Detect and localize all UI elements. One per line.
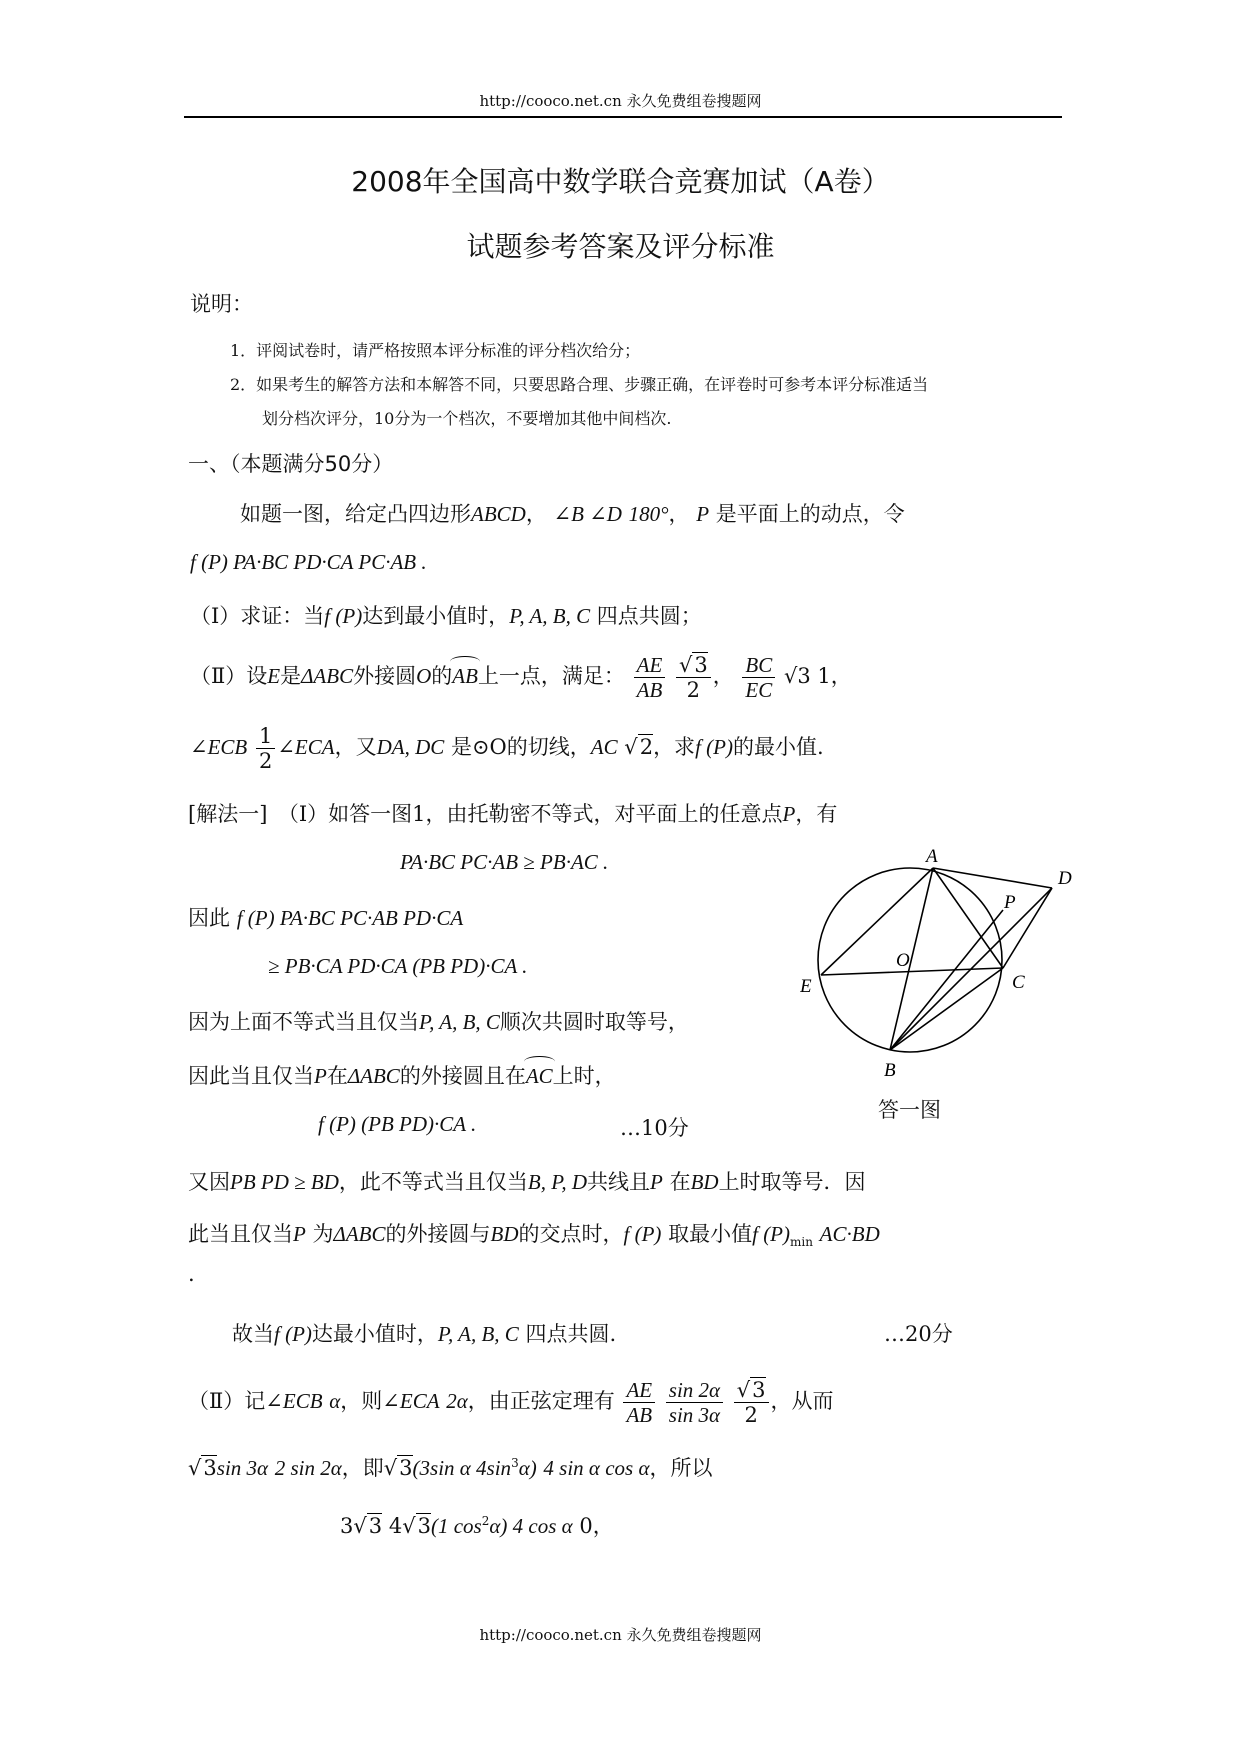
figure-caption: 答一图	[878, 1098, 941, 1122]
page-title: 2008年全国高中数学联合竞赛加试（A卷）	[351, 165, 890, 198]
page-subtitle: 试题参考答案及评分标准	[466, 230, 775, 263]
note-item-2-cont: 划分档次评分，10分为一个档次，不要增加其他中间档次.	[262, 409, 672, 428]
question-1: （Ⅰ）求证：当f (P)达到最小值时，P, A, B, C 四点共圆；	[190, 604, 702, 628]
label-E: E	[800, 976, 812, 997]
label-C: C	[1012, 972, 1025, 993]
solution-line-6: 因此当且仅当P在ΔABC的外接圆且在AC上时，	[188, 1064, 616, 1088]
solution-line-1: [解法一] （Ⅰ）如答一图1，由托勒密不等式，对平面上的任意点P，有	[188, 802, 838, 826]
label-A: A	[926, 846, 938, 867]
solution-line-7: f (P) (PB PD)·CA .	[318, 1112, 477, 1136]
question-2: （Ⅱ）设E是ΔABC外接圆O的AB上一点，满足： $\frac{AE}{AB}$ $\frac{√3}{2}$ ， $\frac{BC}{EC}$ √3 1，	[190, 653, 852, 703]
solution-line-5: 因为上面不等式当且仅当P, A, B, C顺次共圆时取等号，	[188, 1010, 689, 1034]
note-item-1: 1．评阅试卷时，请严格按照本评分标准的评分档次给分；	[230, 341, 641, 360]
solution-line-2: PA·BC PC·AB ≥ PB·AC .	[400, 850, 609, 874]
label-D: D	[1058, 868, 1072, 889]
question-2-cont: ∠ECB $\frac{1}{2}$ ∠ECA，又DA, DC 是⊙O的切线，AC √2，求f (P)的最小值.	[190, 724, 824, 774]
solution-line-14: 3√3 4√3(1 $\cos^2\alpha$) 4 cos α 0，	[340, 1514, 614, 1538]
section-heading: 一、（本题满分50分）	[188, 452, 394, 476]
solution-line-11: 故当f (P)达最小值时，P, A, B, C 四点共圆.	[232, 1322, 617, 1346]
figure-lines	[821, 868, 1052, 1050]
label-O: O	[896, 950, 910, 971]
solution-line-8: 又因PB PD ≥ BD，此不等式当且仅当B, P, D共线且P 在BD上时取等号．因	[188, 1170, 866, 1194]
page-header: http://cooco.net.cn 永久免费组卷搜题网	[479, 92, 762, 110]
solution-line-10: .	[188, 1262, 195, 1286]
solution-line-4: ≥ PB·CA PD·CA (PB PD)·CA .	[268, 954, 528, 978]
solution-line-12: （Ⅱ）记∠ECB α，则∠ECA 2α，由正弦定理有 $\frac{AE}{AB}$ $\frac{\sin 2\alpha}{\sin 3\alpha}$ $\frac{√3}{2}$ ，从而	[188, 1378, 834, 1428]
problem-line-2: f (P) PA·BC PD·CA PC·AB .	[190, 550, 427, 574]
score-20: …20分	[884, 1322, 953, 1346]
solution-line-3: 因此 f (P) PA·BC PC·AB PD·CA	[188, 906, 464, 930]
problem-line-1: 如题一图，给定凸四边形ABCD， ∠B ∠D 180°， P 是平面上的动点，令	[240, 502, 905, 526]
figure-diagram	[800, 840, 1080, 1100]
label-P: P	[1004, 892, 1016, 913]
solution-line-13: √3sin 3α 2 sin 2α，即√3(3sin α $4\sin^3\alpha$) 4 sin α cos α，所以	[188, 1456, 713, 1480]
label-B: B	[884, 1060, 896, 1081]
notes-heading: 说明：	[190, 292, 253, 316]
solution-line-9: 此当且仅当P 为ΔABC的外接圆与BD的交点时，f (P) 取最小值f $(P)_{min}$ AC·BD	[188, 1222, 880, 1249]
header-rule	[184, 116, 1062, 118]
note-item-2: 2．如果考生的解答方法和本解答不同，只要思路合理、步骤正确，在评卷时可参考本评分标准适当	[230, 375, 929, 394]
score-10: …10分	[620, 1116, 689, 1140]
page-footer: http://cooco.net.cn 永久免费组卷搜题网	[479, 1626, 762, 1644]
